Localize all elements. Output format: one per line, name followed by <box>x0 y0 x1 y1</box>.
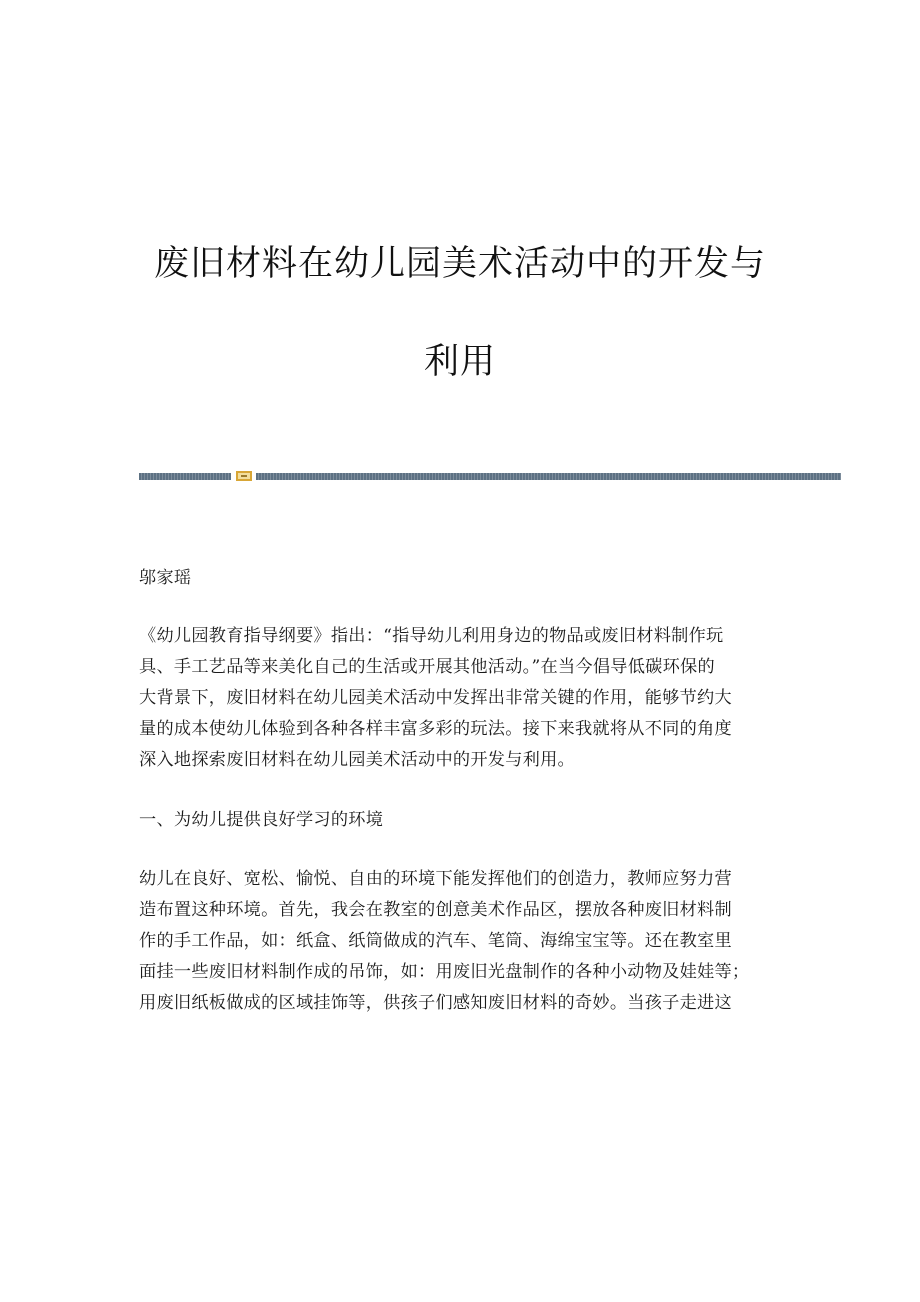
paragraph-environment <box>139 864 779 1019</box>
spacer <box>139 836 779 864</box>
title-divider <box>139 471 841 481</box>
divider-left-bar <box>139 473 231 480</box>
paragraph-line: 用废旧纸板做成的区域挂饰等，供孩子们感知废旧材料的奇妙。当孩子走进这 <box>139 993 732 1013</box>
paragraph-line: 幼儿在良好、宽松、愉悦、自由的环境下能发挥他们的创造力，教师应努力营 <box>139 869 732 889</box>
author-name: 邬家瑶 <box>139 568 192 588</box>
section-heading-1 <box>139 805 779 836</box>
paragraph-line: 作的手工作品，如：纸盒、纸筒做成的汽车、笔筒、海绵宝宝等。还在教室里 <box>139 931 732 951</box>
divider-ornament-icon <box>236 471 252 481</box>
paragraph-line: 深入地探索废旧材料在幼儿园美术活动中的开发与利用。 <box>139 750 575 770</box>
paragraph-intro <box>139 621 779 776</box>
spacer <box>139 594 779 621</box>
document-body <box>139 563 779 1019</box>
document-title <box>120 215 800 411</box>
title-line-1: 废旧材料在幼儿园美术活动中的开发与 <box>153 244 766 284</box>
paragraph-line: 大背景下，废旧材料在幼儿园美术活动中发挥出非常关键的作用，能够节约大 <box>139 688 732 708</box>
paragraph-line: 《幼儿园教育指导纲要》指出：“指导幼儿利用身边的物品或废旧材料制作玩 <box>139 626 724 646</box>
paragraph-line: 量的成本使幼儿体验到各种各样丰富多彩的玩法。接下来我就将从不同的角度 <box>139 719 732 739</box>
paragraph-line: 具、手工艺品等来美化自己的生活或开展其他活动。”在当今倡导低碳环保的 <box>139 657 715 677</box>
section-heading-text: 一、为幼儿提供良好学习的环境 <box>139 810 384 830</box>
paragraph-line: 面挂一些废旧材料制作成的吊饰，如：用废旧光盘制作的各种小动物及娃娃等； <box>139 962 750 982</box>
spacer <box>139 776 779 805</box>
paragraph-line: 造布置这种环境。首先，我会在教室的创意美术作品区，摆放各种废旧材料制 <box>139 900 732 920</box>
divider-right-bar <box>256 473 841 480</box>
title-line-2: 利用 <box>423 342 496 382</box>
